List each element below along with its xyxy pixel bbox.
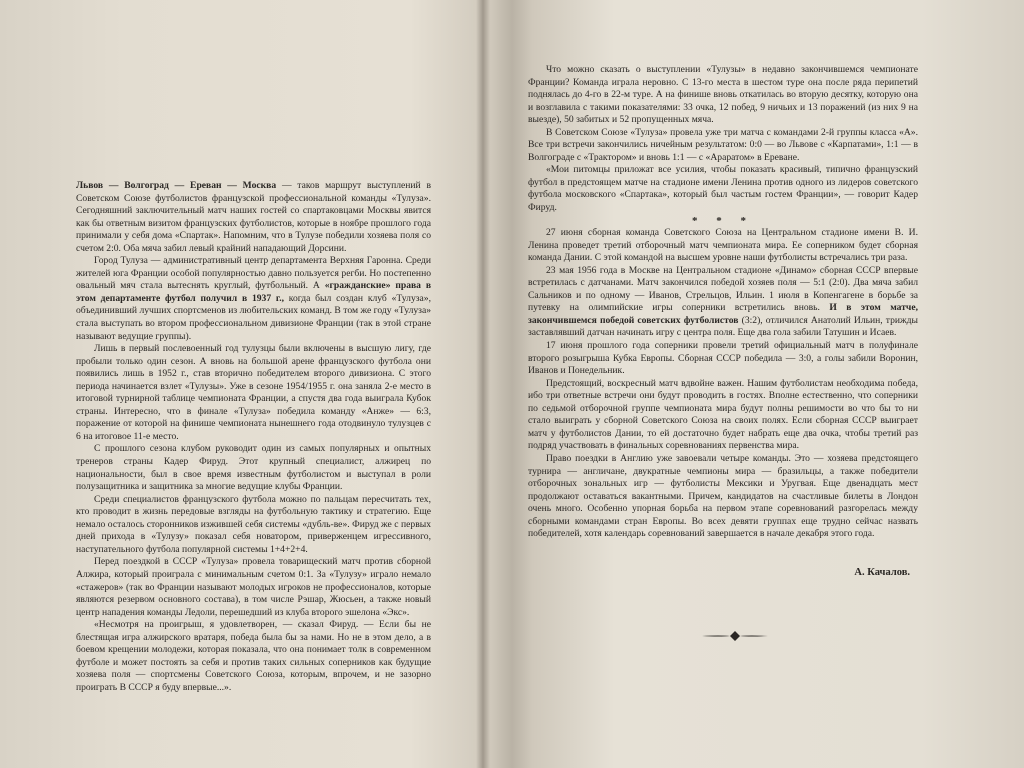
- paragraph-euro-cup: 17 июня прошлого года соперники провели третий официальный матч в полуфинале второго розыгрыша Кубка Европы. Сборная СССР победила — 3:0, а голы забили Воронин, Иванов и Понедельник.: [528, 340, 918, 377]
- history-text-b: (3:2), отличился Анатолий Ильин, трижды заставлявший датчан начинать игру с центра поля. Еще два гола забили Татушин и Исаев.: [528, 314, 918, 339]
- paragraph-1956: [528, 265, 918, 340]
- paragraph-route: [76, 180, 431, 255]
- ornament-divider-icon: [700, 628, 770, 644]
- paragraph-england: Право поездки в Англию уже завоевали четыре команды. Это — хозяева предстоящего турнира — англичане, двукратные чемпионы мира — бразильцы, а также победители отборочных зональных игр — футболисты Мексики и Уругвая. Еще двенадцать мест продолжают оставаться вакантными. Причем, кандидатов на счастливые билеты в Лондон очень много. Особенно упорная борьба на первом этапе соревнований разгорелась между сборными командами стран Европы. Во всех девяти группах еще трудно сейчас назвать победителей, хотя календарь соревнований завершается в начале декабря этого года.: [528, 452, 918, 540]
- paragraph-coach: С прошлого сезона клубом руководит один из самых популярных и опытных тренеров страны Кадер Фируд. Этот крупный специалист, алжирец по национальности, был в свое время известным футболистом и выступал в роли полузащитника и защитника за многие ведущие клубы Франции.: [76, 443, 431, 493]
- paragraph-toulouse-city: [76, 255, 431, 343]
- city-text-b: когда был создан клуб «Тулуза», объединивший лучших спортсменов из любительских команд. В том же году «Тулуза» стала выступать во втором профессиональном дивизионе Франции (так в этой стране называют ведущие группы).: [76, 292, 431, 342]
- paragraph-algeria-match: Перед поездкой в СССР «Тулуза» провела товарищеский матч против сборной Алжира, который проиграла с минимальным счетом 0:1. За «Тулузу» играло немало «стажеров» (так во Франции называют молодых игроков не профессионалов, которые являются резервом основного состава), в том числе Рэшар, Жюсьен, а также новый центр нападения команды Ледоли, перешедший из клуба второго эшелона «Экс».: [76, 556, 431, 618]
- history-text-bold: И в этом матче, закончившемся победой советских футболистов: [528, 302, 918, 326]
- route-text: — таков маршрут выступлений в Советском Союзе футболистов французской профессиональной команды «Тулуза». Сегодняшний заключительный матч наших гостей со спартаковцами Москвы явится как бы ответным визитом французских футболистов, которые в ноябре прошлого года принимали у себя дома «Спартак». Напомним, что в Тулузе победили хозяева поля со счетом 2:0. Оба мяча забил левый крайний нападающий Дорсини.: [76, 180, 431, 254]
- paragraph-ussr-matches: В Советском Союзе «Тулуза» провела уже три матча с командами 2-й группы класса «А». Все три встречи закончились ничейным результатом: 0:0 — во Львове с «Карпатами», 1:1 — в Волгограде с «Трактором» и вновь 1:1 — с «Араратом» в Ереване.: [528, 126, 918, 163]
- city-text-a: Город Тулуза — административный центр департамента Верхняя Гаронна. Среди жителей юга Франции особой популярностью давно пользуется регби. Но постепенно овальный мяч стала вытеснять круглый, футбольный. А: [76, 255, 431, 292]
- route-heading: Львов — Волгоград — Ереван — Москва: [76, 180, 277, 191]
- page-fold: [476, 0, 490, 768]
- paragraph-firud-quote: «Мои питомцы приложат все усилия, чтобы показать красивый, типично французский футбол в предстоящем матче на стадионе имени Ленина против одного из лидеров советского футбола московского «Спартака», который был частым гостем Франции», — говорит Кадер Фируд.: [528, 164, 918, 214]
- city-text-bold: «гражданские» права в этом департаменте футбол получил в 1937 г.,: [76, 280, 431, 304]
- author-signature: А. Качалов.: [854, 566, 910, 578]
- paragraph-qualifier: 27 июня сборная команда Советского Союза на Центральном стадионе имени В. И. Ленина проведет третий отборочный матч чемпионата мира. Ее соперником будет сборная команда Дании. С этой командой на высшем уровне наши футболисты встречались три раза.: [528, 227, 918, 264]
- paragraph-season: Что можно сказать о выступлении «Тулузы» в недавно закончившемся чемпионате Франции? Команда играла неровно. С 13-го места в шестом туре она после ряда перипетий поднялась до 4-го в 22-м туре. А на финише вновь откатилась во вторую десятку, которую она и возглавила с такими показателями: 33 очка, 12 побед, 9 ничьих и 13 поражений (из них 9 на выезде), 50 забитых и 52 пропущенных мяча.: [528, 64, 918, 126]
- paragraph-tactics: Среди специалистов французского футбола можно по пальцам пересчитать тех, кто проводит в жизнь передовые взгляды на футбольную тактику и стратегию. Еще немало осталось сторонников изжившей себя системы «дубль-ве». Фируд же с первых дней прихода в «Тулузу» показал себя новатором, приверженцем игрессивного, наступательного футбола популярной системы 1+4+2+4.: [76, 493, 431, 555]
- section-divider-stars: * * *: [692, 214, 754, 227]
- right-page: [528, 64, 918, 579]
- paragraph-quote: «Несмотря на проигрыш, я удовлетворен, — сказал Фируд. — Если бы не блестящая игра алжирского вратаря, победа была бы за нами. Но не в этом дело, а в боевом крещении молодежи, которая показала, что она понимает толк в современном футболе и может постоять за себя и против таких сильных соперников как будущие хозяева поля — спортсмены Советского Союза, которым, впрочем, и не зазорно проиграть В СССР я буду впервые...».: [76, 619, 431, 693]
- paragraph-history: Лишь в первый послевоенный год тулузцы были включены в высшую лигу, где пробыли только один сезон. А вновь на большой арене французского футбола они появились лишь в 1952 г., став вторично победителем второго дивизиона. С этого периода начинается взлет «Тулузы». Уже в сезоне 1954/1955 г. она заняла 2-е место в итоговой турнирной таблице чемпионата Франции, а спустя два года выиграла Кубок страны. Интересно, что в финале «Тулуза» победила команду «Анже» — 6:3, поражение от которой на финише чемпионата нынешнего года отодвинуло тулузцев с 6 на итоговое 11-е место.: [76, 343, 431, 442]
- history-text-a: 23 мая 1956 года в Москве на Центральном стадионе «Динамо» сборная СССР впервые встретилась с датчанами. Матч закончился победой хозяев поля — 5:1 (2:0). Два мяча забил Сальников и по одному — Иванов, Стрельцов, Ильин. 1 июля в Копенгагене в борьбе за путевку на олимпийские игры соперники встретились вновь.: [528, 264, 918, 314]
- left-page: [76, 180, 431, 694]
- paragraph-importance: Предстоящий, воскресный матч вдвойне важен. Нашим футболистам необходима победа, ибо три ответные встречи они будут проводить в гостях. Вполне естественно, что соперники по седьмой отборочной группе чемпионата мира будут полны решимости во что бы то ни стало выиграть у сборной Советского Союза на своих полях. Если сборная СССР выиграет матч у футболистов Дании, то ей достаточно будет набрать еще два очка, чтобы третий раз подряд участвовать в финальных соревнованиях первенства мира.: [528, 377, 918, 452]
